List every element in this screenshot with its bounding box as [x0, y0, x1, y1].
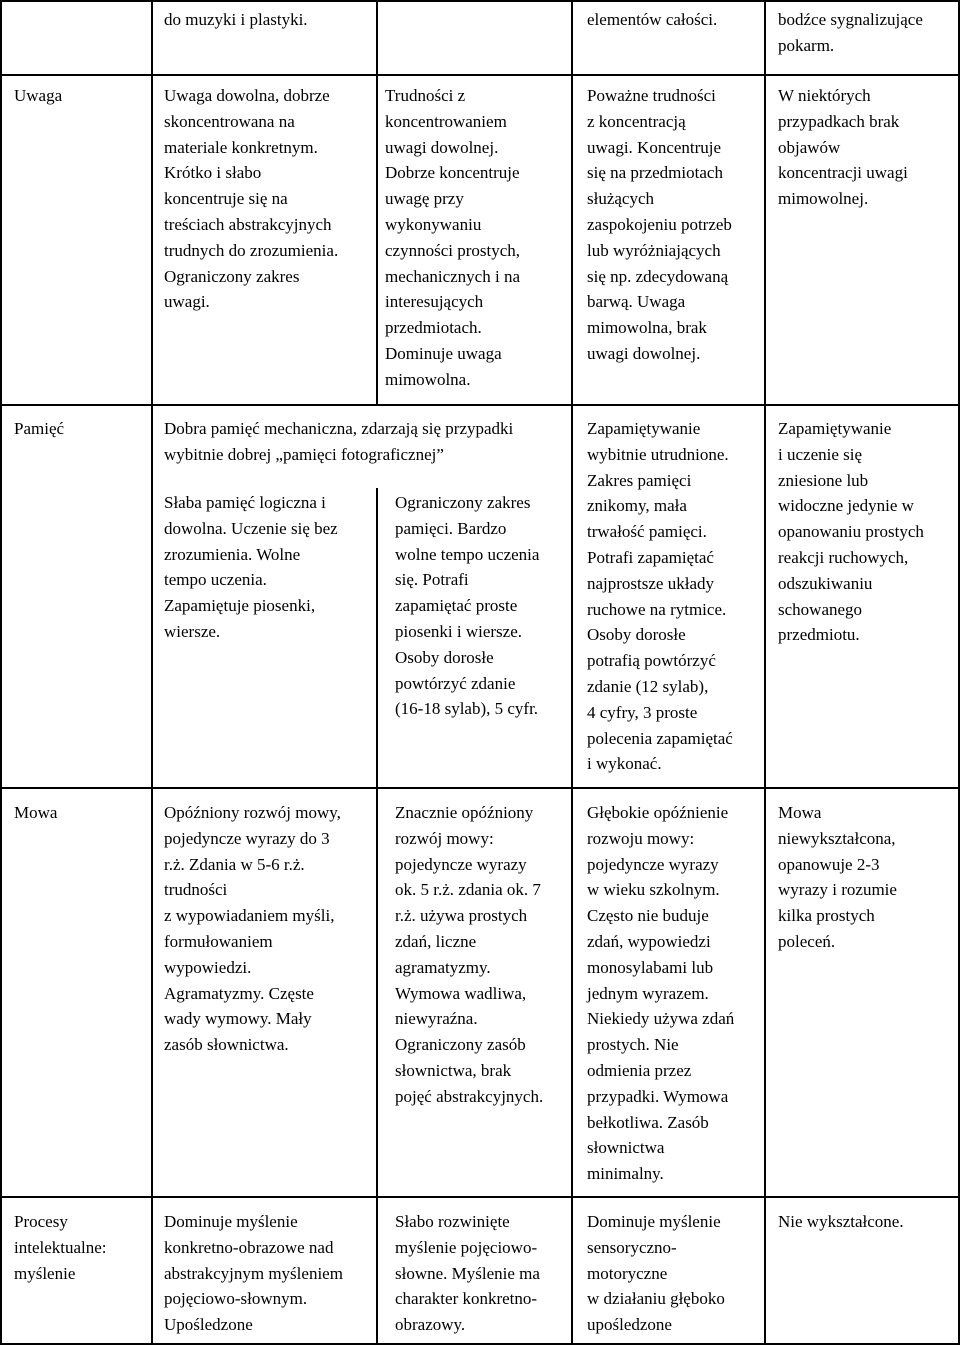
table-cell-top-c2: do muzyki i plastyki.	[164, 10, 308, 29]
row-label-mowa: Mowa	[14, 803, 58, 822]
table-cell-procesy-c3: Słabo rozwinięte myślenie pojęciowo- słowne. Myślenie ma charakter konkretno- obrazowy.	[395, 1212, 540, 1335]
row-border	[0, 0, 960, 2]
table-cell-pamiec-c4: Zapamiętywanie wybitnie utrudnione. Zakres pamięci znikomy, mała trwałość pamięci. Potrafi zapamiętać najprostsze układy ruchowe na rytmice. Osoby dorosłe potrafią powtórzyć zdanie (12 sylab), 4 cyfry, 3 proste polecenia zapamiętać i wykonać.	[587, 419, 733, 774]
table-cell-pamiec-c5: Zapamiętywanie i uczenie się zniesione lub widoczne jedynie w opanowaniu prostych reakcji ruchowych, odszukiwaniu schowanego przedmiotu.	[778, 419, 924, 645]
row-border	[0, 1196, 960, 1198]
column-border	[376, 488, 378, 788]
row-border	[0, 787, 960, 789]
table-cell-top-c4: elementów całości.	[587, 10, 718, 29]
table-cell-uwaga-c4: Poważne trudności z koncentracją uwagi. Koncentruje się na przedmiotach służących zaspokojeniu potrzeb lub wyróżniających się np. zdecydowaną barwą. Uwaga mimowolna, brak uwagi dowolnej.	[587, 86, 732, 363]
column-border	[376, 0, 378, 404]
row-border	[0, 404, 960, 406]
table-cell-procesy-c2: Dominuje myślenie konkretno-obrazowe nad abstrakcyjnym myśleniem pojęciowo-słownym. Upośledzone	[164, 1212, 343, 1335]
table-cell-mowa-c4: Głębokie opóźnienie rozwoju mowy: pojedyncze wyrazy w wieku szkolnym. Często nie buduje zdań, wypowiedzi monosylabami lub jednym wyrazem. Niekiedy używa zdań prostych. Nie odmienia przez przypadki. Wymowa bełkotliwa. Zasób słownictwa minimalny.	[587, 803, 735, 1184]
table-cell-top-c5: bodźce sygnalizujące pokarm.	[778, 10, 923, 55]
column-border	[0, 0, 2, 1345]
table-cell-procesy-c4: Dominuje myślenie sensoryczno- motoryczne w działaniu głęboko upośledzone	[587, 1212, 725, 1335]
row-label-pamiec: Pamięć	[14, 419, 65, 438]
row-border	[0, 74, 960, 76]
table-cell-procesy-c5: Nie wykształcone.	[778, 1212, 904, 1231]
table-cell-mowa-c5: Mowa niewykształcona, opanowuje 2-3 wyrazy i rozumie kilka prostych poleceń.	[778, 803, 897, 951]
table-cell-uwaga-c2: Uwaga dowolna, dobrze skoncentrowana na materiale konkretnym. Krótko i słabo koncentruje się na treściach abstrakcyjnych trudnych do zrozumienia. Ograniczony zakres uwagi.	[164, 86, 339, 312]
column-border	[376, 787, 378, 1345]
table-cell-uwaga-c3: Trudności z koncentrowaniem uwagi dowolnej. Dobrze koncentruje uwagę przy wykonywaniu czynności prostych, mechanicznych i na interesujących przedmiotach. Dominuje uwaga mimowolna.	[385, 86, 521, 389]
column-border	[764, 0, 766, 1345]
table-cell-uwaga-c5: W niektórych przypadkach brak objawów koncentracji uwagi mimowolnej.	[778, 86, 908, 209]
table-cell-pamiec-c2: Słaba pamięć logiczna i dowolna. Uczenie się bez zrozumienia. Wolne tempo uczenia. Zapamiętuje piosenki, wiersze.	[164, 493, 338, 641]
row-label-uwaga: Uwaga	[14, 86, 63, 105]
row-label-procesy: Procesy intelektualne: myślenie	[14, 1212, 107, 1283]
column-border	[151, 0, 153, 1345]
table-cell-mowa-c3: Znacznie opóźniony rozwój mowy: pojedyncze wyrazy ok. 5 r.ż. zdania ok. 7 r.ż. używa prostych zdań, liczne agramatyzmy. Wymowa wadliwa, niewyraźna. Ograniczony zasób słownictwa, brak pojęć abstrakcyjnych.	[395, 803, 544, 1106]
table-cell-pamiec-c3: Ograniczony zakres pamięci. Bardzo wolne tempo uczenia się. Potrafi zapamiętać proste piosenki i wiersze. Osoby dorosłe powtórzyć zdanie (16-18 sylab), 5 cyfr.	[395, 493, 540, 719]
table-cell-mowa-c2: Opóźniony rozwój mowy, pojedyncze wyrazy do 3 r.ż. Zdania w 5-6 r.ż. trudności z wypowiadaniem myśli, formułowaniem wypowiedzi. Agramatyzmy. Częste wady wymowy. Mały zasób słownictwa.	[164, 803, 341, 1055]
table-cell-pamiec-merged: Dobra pamięć mechaniczna, zdarzają się przypadki wybitnie dobrej „pamięci fotograficznej”	[164, 419, 514, 464]
column-border	[571, 0, 573, 1345]
